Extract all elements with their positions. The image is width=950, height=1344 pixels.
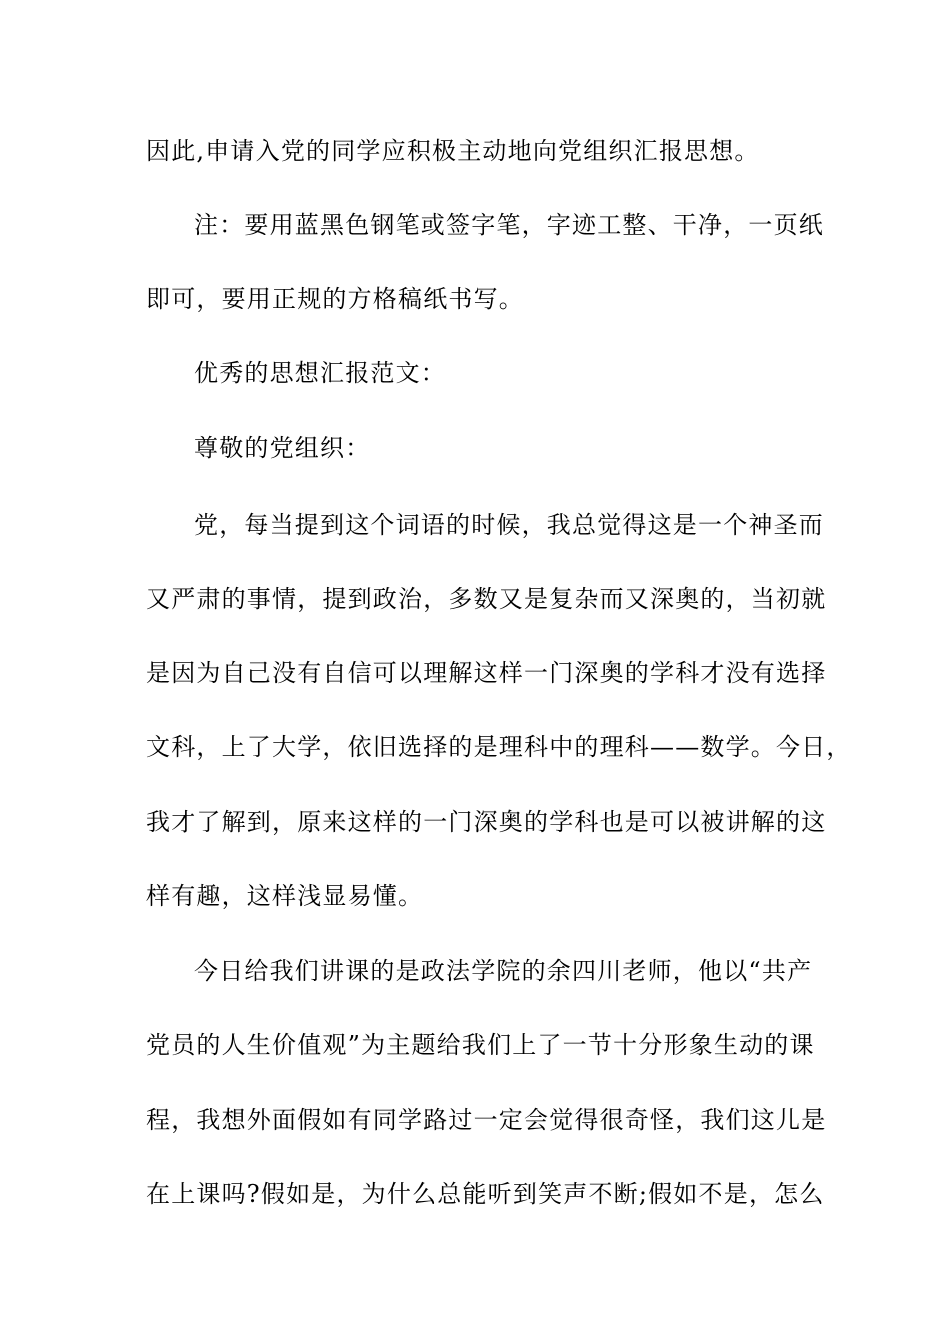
text-line: 优秀的思想汇报范文： [194,359,446,387]
text-line: 党员的人生价值观”为主题给我们上了一节十分形象生动的课 [146,1031,815,1059]
text-line: 即可，要用正规的方格稿纸书写。 [146,285,524,313]
text-line: 在上课吗?假如是，为什么总能听到笑声不断;假如不是，怎么 [146,1180,825,1208]
text-line: 党，每当提到这个词语的时候，我总觉得这是一个神圣而 [194,511,824,539]
text-line: 我才了解到，原来这样的一门深奥的学科也是可以被讲解的这 [146,808,827,836]
text-line: 样有趣，这样浅显易懂。 [146,882,424,910]
text-line: 注：要用蓝黑色钢笔或签字笔，字迹工整、干净，一页纸 [194,211,824,239]
text-line: 尊敬的党组织： [194,434,371,462]
text-line: 是因为自己没有自信可以理解这样一门深奥的学科才没有选择 [146,659,827,687]
text-line: 文科，上了大学，依旧选择的是理科中的理科——数学。今日， [146,733,852,761]
text-line: 因此,申请入党的同学应积极主动地向党组织汇报思想。 [146,137,760,165]
text-line: 又严肃的事情，提到政治，多数又是复杂而又深奥的，当初就 [146,585,827,613]
text-line: 程，我想外面假如有同学路过一定会觉得很奇怪，我们这儿是 [146,1106,827,1134]
text-line: 今日给我们讲课的是政法学院的余四川老师，他以“共产 [194,957,813,985]
